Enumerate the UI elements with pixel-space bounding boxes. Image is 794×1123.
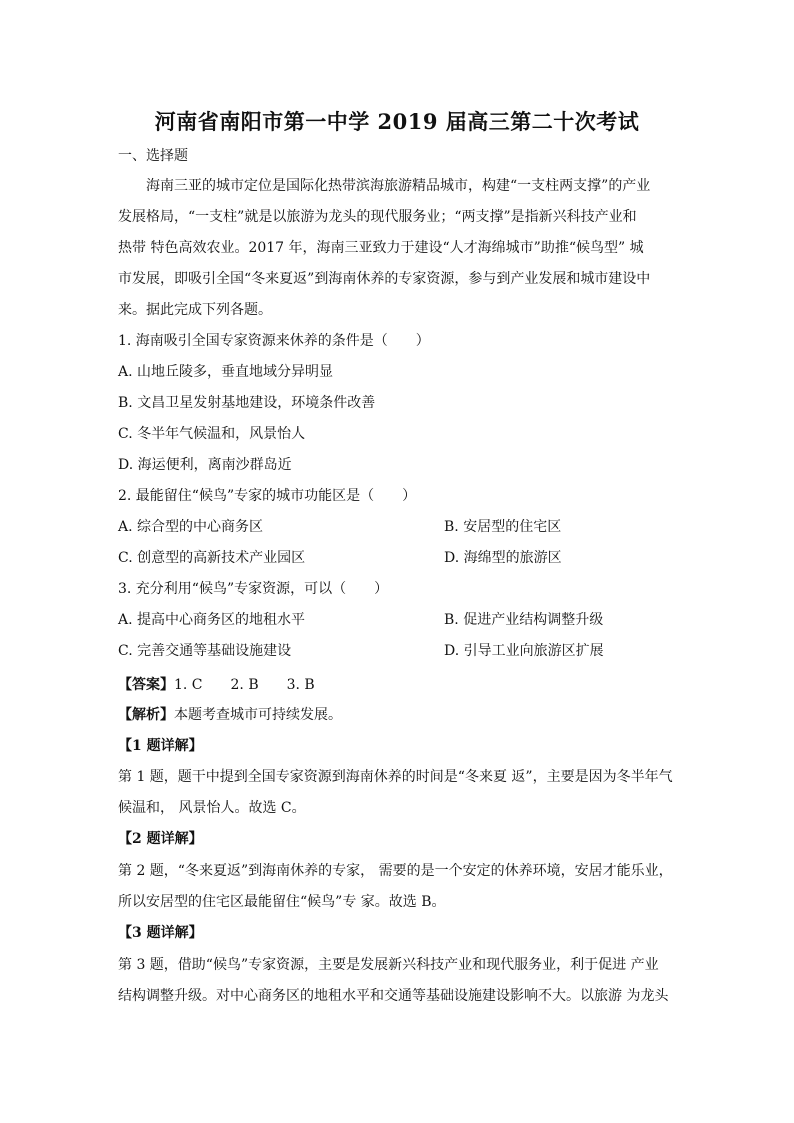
- detail-2-heading: 【2 题详解】: [118, 831, 203, 847]
- section-heading: 一、选择题: [118, 148, 188, 164]
- detail-1-heading: 【1 题详解】: [118, 738, 203, 754]
- analysis-text: 本题考查城市可持续发展。: [174, 707, 342, 723]
- question-1-option-c: C. 冬半年气候温和，风景怡人: [118, 426, 306, 442]
- question-2-option-d: D. 海绵型的旅游区: [444, 550, 562, 566]
- question-2-option-b: B. 安居型的住宅区: [444, 519, 562, 535]
- detail-1-line: 第 1 题，题干中提到全国专家资源到海南休养的时间是“冬来夏 返”，主要是因为冬半年气: [118, 769, 673, 785]
- detail-3-heading: 【3 题详解】: [118, 925, 203, 941]
- question-3-option-d: D. 引导工业向旅游区扩展: [444, 643, 604, 659]
- question-2-option-c: C. 创意型的高新技术产业园区: [118, 550, 306, 566]
- question-2-stem: 2. 最能留住“候鸟”专家的城市功能区是（ ）: [118, 488, 417, 504]
- question-3-option-c: C. 完善交通等基础设施建设: [118, 643, 292, 659]
- passage-line: 发展格局，“一支柱”就是以旅游为龙头的现代服务业；“两支撑”是指新兴科技产业和: [118, 209, 637, 225]
- answer-label: 【答案】: [118, 677, 174, 693]
- analysis-label: 【解析】: [118, 707, 174, 723]
- answer-line: [118, 675, 315, 695]
- passage-line: 海南三亚的城市定位是国际化热带滨海旅游精品城市，构建“一支柱两支撑”的产业: [146, 178, 651, 194]
- question-1-stem: 1. 海南吸引全国专家资源来休养的条件是（ ）: [118, 333, 430, 349]
- detail-3-line: 结构调整升级。对中心商务区的地租水平和交通等基础设施建设影响不大。以旅游 为龙头: [118, 988, 669, 1004]
- analysis-line: [118, 705, 342, 725]
- answer-text: 1. C 2. B 3. B: [174, 677, 315, 693]
- question-3-stem: 3. 充分利用“候鸟”专家资源，可以（ ）: [118, 581, 389, 597]
- passage-line: 热带 特色高效农业。2017 年，海南三亚致力于建设“人才海绵城市”助推“候鸟型” 城: [118, 240, 644, 256]
- detail-1-line: 候温和， 风景怡人。故选 C。: [118, 800, 306, 816]
- page-title: 河南省南阳市第一中学 2019 届高三第二十次考试: [154, 109, 640, 134]
- passage-line: 市发展，即吸引全国“冬来夏返”到海南休养的专家资源，参与到产业发展和城市建设中: [118, 271, 651, 287]
- detail-2-line: 第 2 题，“冬来夏返”到海南休养的专家， 需要的是一个安定的休养环境，安居才能乐业，: [118, 863, 673, 879]
- question-1-option-b: B. 文昌卫星发射基地建设，环境条件改善: [118, 395, 376, 411]
- passage-line: 来。据此完成下列各题。: [118, 302, 272, 318]
- question-2-option-a: A. 综合型的中心商务区: [118, 519, 264, 535]
- question-3-option-a: A. 提高中心商务区的地租水平: [118, 612, 306, 628]
- detail-2-line: 所以安居型的住宅区最能留住“候鸟”专 家。故选 B。: [118, 894, 446, 910]
- question-1-option-a: A. 山地丘陵多，垂直地域分异明显: [118, 364, 334, 380]
- question-1-option-d: D. 海运便利，离南沙群岛近: [118, 457, 292, 473]
- question-3-option-b: B. 促进产业结构调整升级: [444, 612, 604, 628]
- detail-3-line: 第 3 题，借助“候鸟”专家资源，主要是发展新兴科技产业和现代服务业，利于促进 产业: [118, 957, 659, 973]
